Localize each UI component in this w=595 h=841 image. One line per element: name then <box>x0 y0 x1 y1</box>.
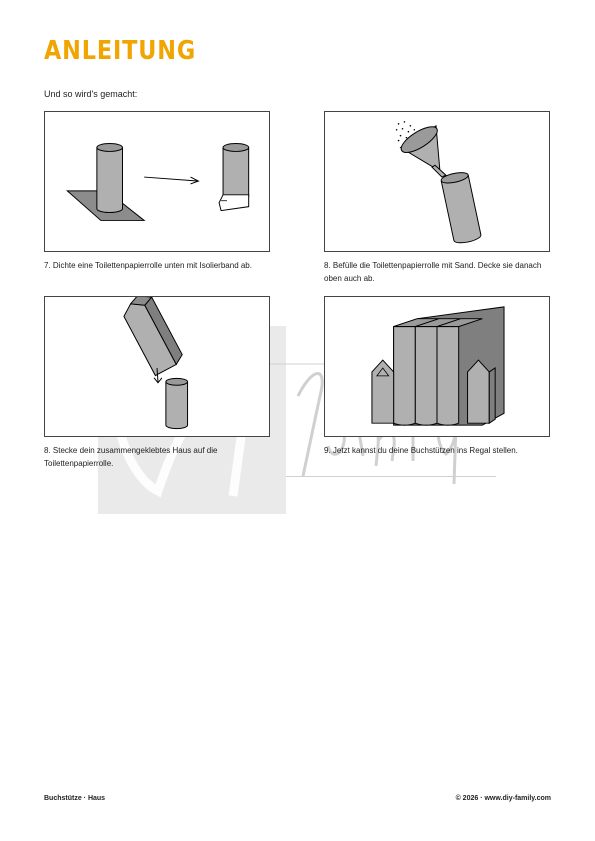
step-8-illustration <box>324 111 550 252</box>
step-7-illustration <box>44 111 270 252</box>
footer-copyright: © 2026 · www.diy-family.com <box>455 795 551 802</box>
footer-left: Buchstütze · Haus <box>44 795 106 802</box>
step-9-caption: 9. Jetzt kannst du deine Buchstützen ins Regal stellen. <box>324 446 518 455</box>
step-9-illustration <box>324 296 550 437</box>
step-8b-caption: 8. Stecke dein zusammengeklebtes Haus auf die Toilettenpapierrolle. <box>44 446 218 468</box>
step-7-caption: 7. Dichte eine Toilettenpapierrolle unten mit Isolierband ab. <box>44 261 252 270</box>
step-8b-illustration <box>44 296 270 437</box>
page-title: ANLEITUNG <box>44 36 197 66</box>
step-8-caption: 8. Befülle die Toilettenpapierrolle mit Sand. Decke sie danach oben auch ab. <box>324 261 542 283</box>
intro-text: Und so wird's gemacht: <box>44 89 138 99</box>
